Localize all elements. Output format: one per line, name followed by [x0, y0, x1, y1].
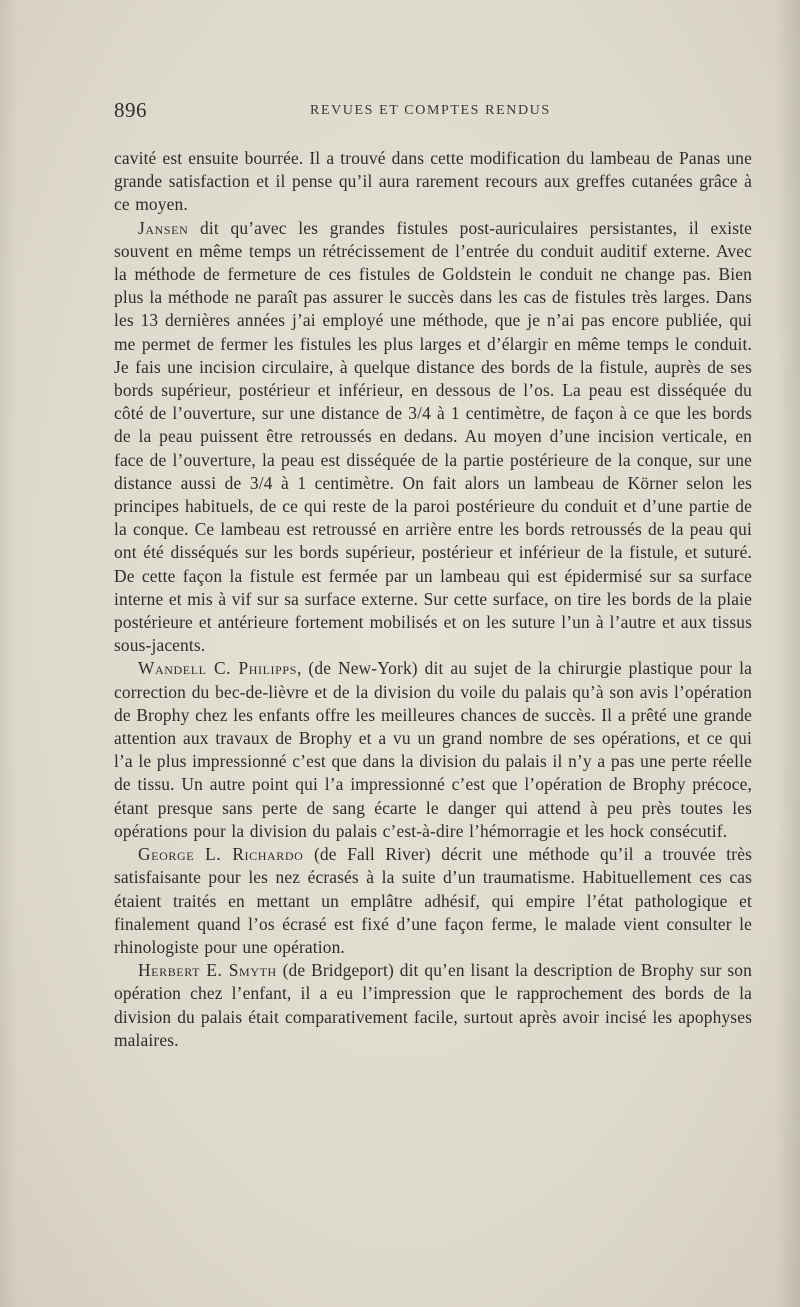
paragraph-1 [114, 147, 752, 217]
speaker-name: Herbert E. Smyth [138, 960, 277, 981]
paragraph-text: , (de New-York) dit au sujet de la chirurgie plastique pour la correction du bec-de-lièvre et de la division du voile du palais qu’à son avis l’opération de Brophy chez les enfants offre les meilleures chances de succès. Il a prêté une grande attention aux travaux de Brophy et a vu un grand nombre de ses opérations, et ce qui l’a le plus impressionné c’est que dans la division du palais il n’y a pas une perte réelle de tissu. Un autre point qui l’a impressionné c’est que l’opération de Brophy précoce, étant presque sans perte de sang écarte le danger qui attend à peu près toutes les opérations pour la division du palais c’est-à-dire l’hémorragie et les hock consécutif. [114, 658, 752, 841]
speaker-name: George L. Richardo [138, 844, 304, 865]
page-header [114, 98, 754, 128]
paragraph-4 [114, 843, 752, 959]
paragraph-text: dit qu’avec les grandes fistules post-auriculaires persistantes, il existe souvent en même temps un rétrécissement de l’entrée du conduit auditif externe. Avec la méthode de fermeture de ces fistules de Goldstein le conduit ne change pas. Bien plus la méthode ne paraît pas assurer le succès dans les cas de fistules très larges. Dans les 13 dernières années j’ai employé une méthode, que je n’ai pas encore publiée, qui me permet de fermer les fistules les plus larges et d’élargir en même temps le conduit. Je fais une incision circulaire, à quelque distance des bords de la fistule, auprès de ses bords supérieur, postérieur et inférieur, en dessous de l’os. La peau est disséquée du côté de l’ouverture, sur une distance de 3/4 à 1 centimètre, de façon à ce que les bords de la peau puissent être retroussés en dedans. Au moyen d’une incision verticale, en face de l’ouverture, la peau est disséquée de la partie postérieure de la conque, sur une distance aussi de 3/4 à 1 centimètre. On fait alors un lambeau de Körner selon les principes habituels, de ce qui reste de la paroi postérieure du conduit et d’une partie de la conque. Ce lambeau est retroussé en arrière entre les bords retroussés de la peau qui ont été disséqués sur les bords supérieur, postérieur et inférieur de la fistule, et suturé. De cette façon la fistule est fermée par un lambeau qui est épidermisé sur sa surface interne et mis à vif sur sa surface externe. Sur cette surface, on tire les bords de la plaie postérieure et antérieure fortement mobilisés et on les suture l’un à l’autre et aux tissus sous-jacents. [114, 217, 752, 656]
paragraph-2 [114, 217, 752, 658]
speaker-name: Wandell C. Philipps [138, 658, 297, 679]
running-head: REVUES ET COMPTES RENDUS [310, 103, 551, 118]
page-number: 896 [114, 98, 147, 122]
speaker-name: Jansen [138, 217, 189, 238]
paragraph-text: cavité est ensuite bourrée. Il a trouvé dans cette modification du lambeau de Panas une grande satisfaction et il pense qu’il aura rarement recours aux greffes cutanées grâce à ce moyen. [114, 148, 752, 215]
paragraph-text: (de Fall River) décrit une méthode qu’il a trouvée très satisfaisante pour les nez écrasés à la suite d’un traumatisme. Habituellement ces cas étaient traités en mettant un emplâtre adhésif, qui empire l’état pathologique et finalement quand l’os écrasé est fixé d’une façon ferme, le malade vient consulter le rhinologiste pour une opération. [114, 844, 752, 957]
paragraph-text: (de Bridgeport) dit qu’en lisant la description de Brophy sur son opération chez l’enfant, il a eu l’impression que le rapprochement des bords de la division du palais était comparativement facile, surtout après avoir incisé les apophyses malaires. [114, 960, 752, 1050]
body-text [114, 147, 752, 1052]
paragraph-5 [114, 959, 752, 1052]
paragraph-3 [114, 657, 752, 843]
